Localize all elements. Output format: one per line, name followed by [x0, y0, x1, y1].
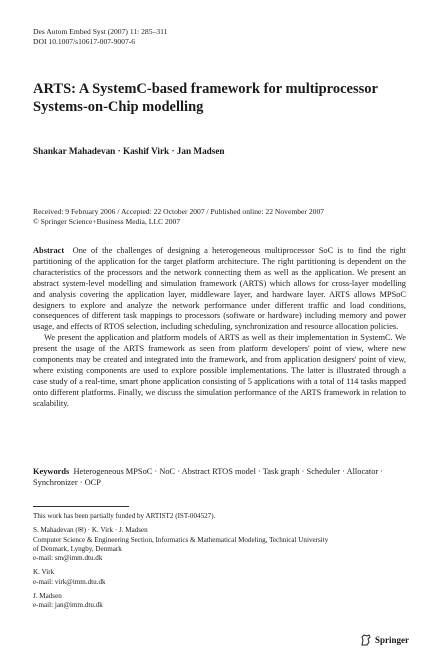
affiliation-1-org: Computer Science & Engineering Section, Informatics & Mathematical Modeling, Technical University [33, 535, 329, 544]
abstract-paragraph-2: We present the application and platform models of ARTS as well as their implementation in SystemC. We present the usage of the ARTS framework as seen from platform developers' point of view, where new components may be created and integrated into the framework, and from application designers' point of view, where existing components are used to explore possible implementations. The latter is illustrated through a case study of a real-time, smart phone application consisting of 5 applications with a total of 114 tasks mapped onto different platforms. Finally, we discuss the simulation performance of the ARTS framework in relation to scalability. [33, 333, 406, 408]
received-dates: Received: 9 February 2006 / Accepted: 22 October 2007 / Published online: 22 November 2007 [33, 207, 325, 216]
affiliation-3-name: J. Madsen [33, 592, 62, 601]
publisher-name: Springer [375, 635, 410, 645]
affiliation-3-email: e-mail: jan@imm.dtu.dk [33, 601, 103, 610]
keywords-text: Heterogeneous MPSoC · NoC · Abstract RTOS model · Task graph · Scheduler · Allocator · Synchronizer · OCP [33, 467, 384, 487]
abstract-label: Abstract [33, 246, 65, 255]
paper-title [33, 80, 413, 116]
keywords [33, 466, 406, 488]
author-list: Shankar Mahadevan · Kashif Virk · Jan Madsen [33, 146, 225, 156]
funding-note: This work has been partially funded by ARTIST2 (IST-004527). [33, 512, 216, 520]
copyright-notice: © Springer Science+Business Media, LLC 2007 [33, 217, 181, 226]
affiliation-2-name: K. Virk [33, 568, 55, 577]
title-line-2: Systems-on-Chip modelling [33, 99, 204, 115]
springer-horse-icon [360, 634, 372, 646]
keywords-label: Keywords [33, 467, 70, 476]
abstract-text-1: One of the challenges of designing a heterogeneous multiprocessor SoC is to find the right partitioning of the application for the target platform architecture. The right partitioning is dependent on the characteristics of the processors and the network connecting them as well as the application. We present an abstract system-level modelling and simulation framework (ARTS) which allows for cross-layer modelling and analysis covering the application layer, middleware layer, and hardware layer. ARTS allows MPSoC designers to explore and analyze the network performance under different traffic and load conditions, consequences of different task mappings to processors (software or hardware) including memory and power usage, and effects of RTOS selection, including scheduling, synchronization and resource allocation policies. [33, 246, 407, 332]
journal-citation: Des Autom Embed Syst (2007) 11: 285–311 [33, 27, 168, 36]
title-line-1: ARTS: A SystemC-based framework for multiprocessor [33, 81, 378, 97]
publication-history [33, 207, 324, 227]
journal-header [33, 27, 167, 47]
abstract-paragraph-1 [33, 246, 406, 333]
affiliation-1-place: of Denmark, Lyngby, Denmark [33, 544, 122, 553]
footnote-divider [33, 506, 129, 507]
footnotes [33, 512, 418, 611]
springer-logo [360, 634, 409, 646]
affiliation-2-email: e-mail: virk@imm.dtu.dk [33, 577, 106, 586]
abstract [33, 246, 406, 410]
affiliation-1-email: e-mail: sm@imm.dtu.dk [33, 554, 103, 563]
affiliation-1-names: S. Mahadevan (✉) · K. Virk · J. Madsen [33, 526, 148, 535]
journal-doi: DOI 10.1007/s10617-007-9007-6 [33, 37, 136, 46]
